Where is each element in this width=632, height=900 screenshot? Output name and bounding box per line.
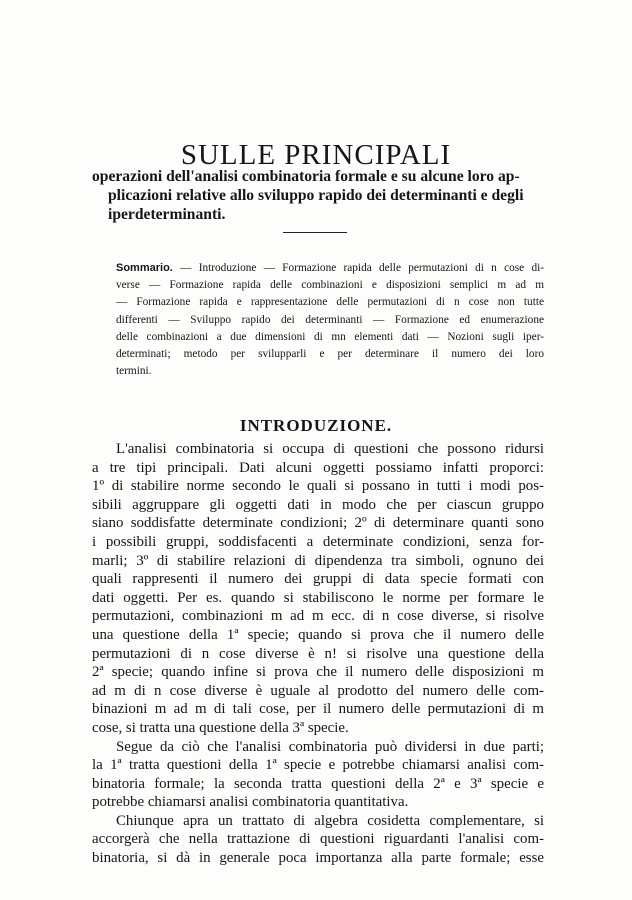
title-divider <box>283 232 347 233</box>
body-line: la 1ª tratta questioni della 1ª specie e potrebbe chiamarsi analisi com- <box>92 757 544 774</box>
body-line: marli; 3º di stabilire relazioni di dipendenza tra simboli, ognuno dei <box>92 552 544 569</box>
summary-line: verse — Formazione rapida delle combinazioni e disposizioni semplici m ad m <box>116 279 544 292</box>
subtitle-line: plicazioni relative allo sviluppo rapido dei determinanti e degli <box>108 187 524 204</box>
body-line: binazioni m ad m di tali cose, per il numero delle permutazioni di m <box>92 701 544 718</box>
paper-subtitle <box>92 167 544 224</box>
body-line: quali rappresenti il numero dei gruppi di data specie formati con <box>92 571 544 588</box>
summary-text: — Introduzione — Formazione rapida delle permutazioni di n cose di- <box>172 262 544 274</box>
body-line: siano soddisfatte determinate condizioni; 2º di determinare quanti sono <box>92 515 544 532</box>
body-line: 2ª specie; quando infine si prova che il numero delle disposizioni m <box>92 664 544 681</box>
body-line: binatoria formale; la seconda tratta questioni della 2ª e 3ª specie e <box>92 775 544 792</box>
summary-line: differenti — Sviluppo rapido dei determinanti — Formazione ed enumerazione <box>116 313 544 326</box>
body-line: potrebbe chiamarsi analisi combinatoria quantitativa. <box>92 794 409 811</box>
body-line: 1º di stabilire norme secondo le quali si possano in tutti i modi pos- <box>92 478 544 495</box>
summary-line: — Formazione rapida e rappresentazione delle permutazioni di n cose non tutte <box>116 296 544 309</box>
body-line: ad m di n cose diverse è uguale al prodotto del numero delle com- <box>92 682 544 699</box>
body-line: L'analisi combinatoria si occupa di questioni che possono ridursi <box>116 441 544 457</box>
body-line: dati oggetti. Per es. quando si stabiliscono le norme per formare le <box>92 589 544 606</box>
body-line: a tre tipi principali. Dati alcuni oggetti possiamo infatti proporci: <box>92 459 544 476</box>
summary-line <box>91 260 544 277</box>
body-line: permutazioni di n cose diverse è n! si risolve una questione della <box>92 645 544 662</box>
paper-title: SULLE PRINCIPALI <box>180 139 452 172</box>
summary-label: Sommario. <box>116 262 173 274</box>
body-line: Chiunque apra un trattato di algebra cosidetta complementare, si <box>116 812 544 829</box>
body-text <box>92 440 544 868</box>
body-line: cose, si tratta una questione della 3ª specie. <box>92 719 349 736</box>
body-line: Segue da ciò che l'analisi combinatoria può dividersi in due parti; <box>116 738 544 755</box>
summary-block <box>91 260 544 380</box>
summary-line: termini. <box>116 365 152 378</box>
body-line: sibili aggruppare gli oggetti dati in modo che per ciascun gruppo <box>92 496 544 513</box>
summary-line: determinati; metodo per svilupparli e per determinare il numero dei loro <box>116 348 544 361</box>
body-line: binatoria, si dà in generale poca importanza alla parte formale; esse <box>92 850 544 867</box>
body-line: i possibili gruppi, soddisfacenti a determinate condizioni, senza for- <box>92 533 544 550</box>
summary-line: delle combinazioni a due dimensioni di mn elementi dati — Nozioni sugli iper- <box>116 330 544 343</box>
body-line: permutazioni, combinazioni m ad m ecc. di n cose diverse, si risolve <box>92 608 544 625</box>
subtitle-line: iperdeterminanti. <box>108 206 226 223</box>
section-heading: INTRODUZIONE. <box>239 416 393 436</box>
subtitle-line: operazioni dell'analisi combinatoria formale e su alcune loro ap- <box>92 168 520 185</box>
body-line: una questione della 1ª specie; quando si prova che il numero delle <box>92 626 544 643</box>
body-line: accorgerà che nella trattazione di questioni riguardanti l'analisi com- <box>92 831 544 848</box>
